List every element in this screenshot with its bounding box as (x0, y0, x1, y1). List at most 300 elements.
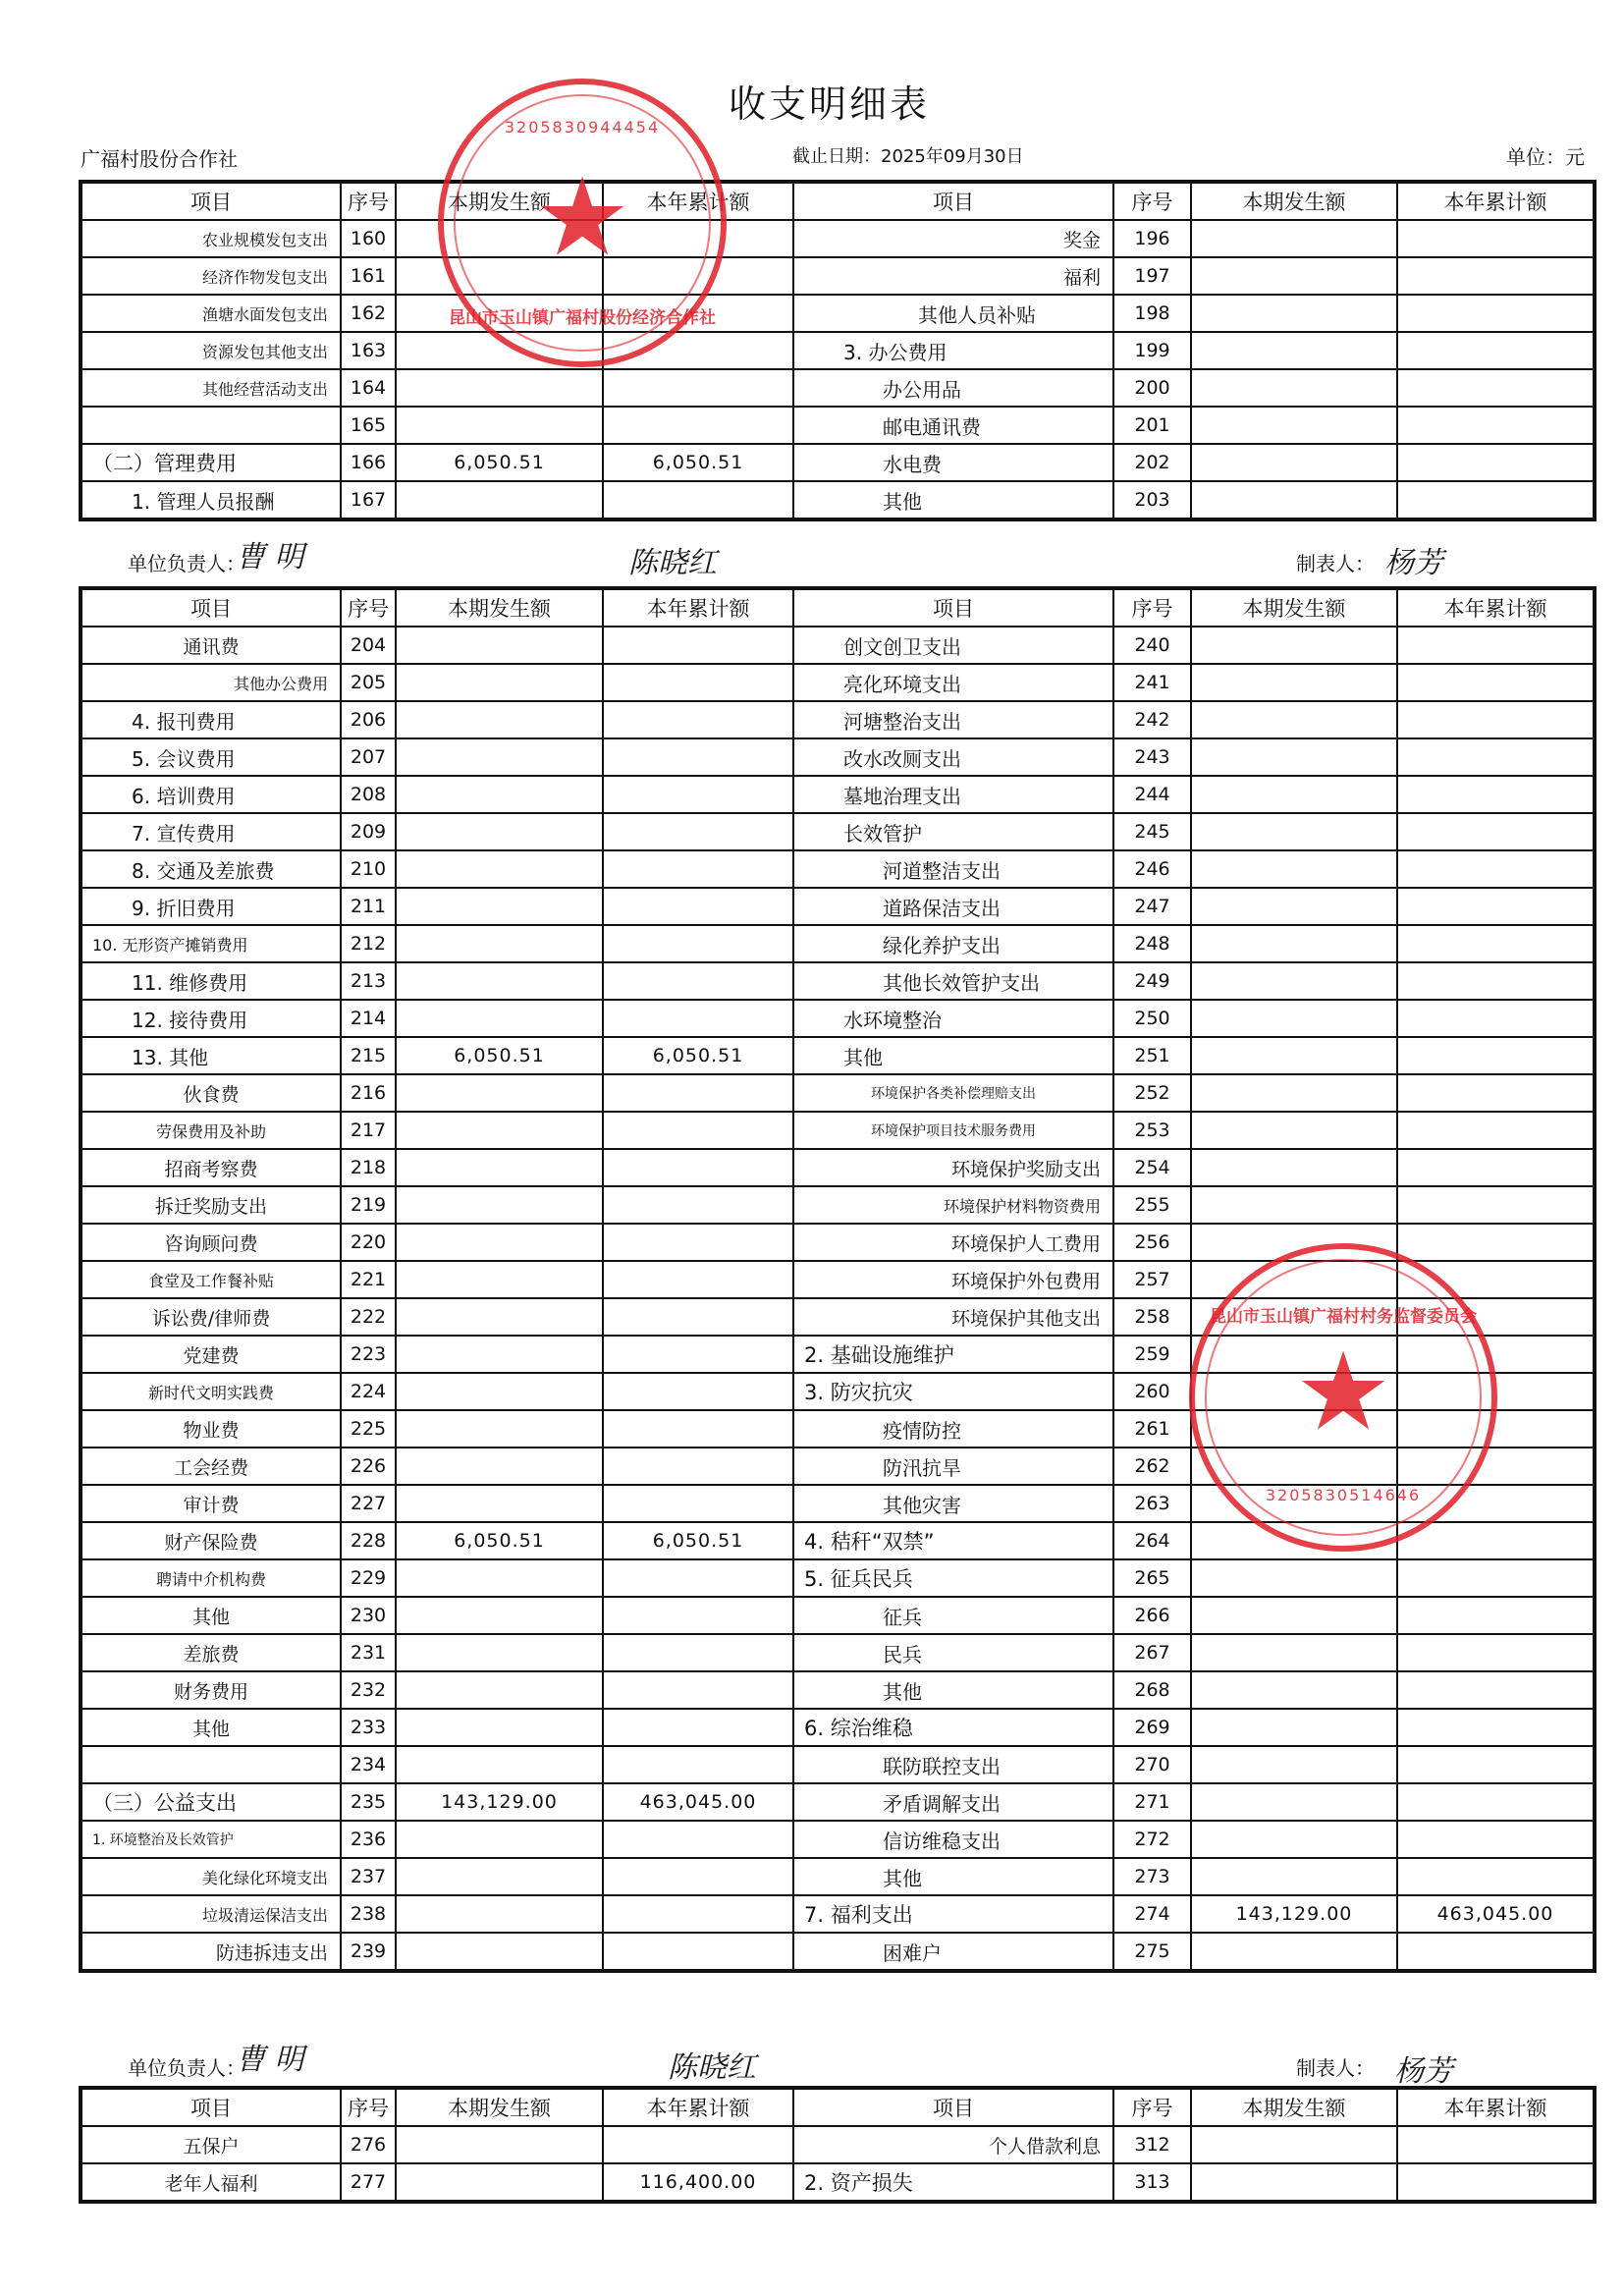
table-row (81, 1709, 1595, 1746)
row-seq-number: 270 (1113, 1746, 1191, 1783)
row-ytd-amount: 463,045.00 (603, 1783, 793, 1821)
table-row (81, 888, 1595, 925)
table-row (81, 1634, 1595, 1671)
row-period-amount (396, 1074, 603, 1112)
leader-label: 单位负责人： (128, 2056, 245, 2080)
row-seq-number: 224 (341, 1373, 396, 1410)
col-header-seq: 序号 (341, 588, 396, 627)
row-ytd-amount (1397, 1336, 1595, 1373)
row-item-label: 伙食费 (81, 1074, 341, 1112)
ledger-table-2 (79, 586, 1597, 1973)
row-ytd-amount (603, 332, 793, 369)
row-item-label (81, 1746, 341, 1783)
row-seq-number: 200 (1113, 369, 1191, 407)
row-period-amount (396, 813, 603, 850)
row-seq-number: 237 (341, 1858, 396, 1895)
row-period-amount (1191, 738, 1397, 776)
col-header-period: 本期发生额 (396, 2088, 603, 2126)
row-seq-number: 258 (1113, 1298, 1191, 1336)
row-ytd-amount (603, 701, 793, 738)
row-seq-number: 236 (341, 1821, 396, 1858)
col-header-ytd: 本年累计额 (603, 182, 793, 220)
row-seq-number: 197 (1113, 257, 1191, 295)
col-header-period: 本期发生额 (396, 182, 603, 220)
row-item-label: 诉讼费/律师费 (81, 1298, 341, 1336)
row-item-label: 其他人员补贴 (793, 295, 1113, 332)
row-period-amount (1191, 1149, 1397, 1186)
row-ytd-amount (1397, 1522, 1595, 1559)
as-of-date: 截止日期：2025年09月30日 (792, 146, 1024, 167)
row-ytd-amount (1397, 1447, 1595, 1485)
row-period-amount (396, 2126, 603, 2163)
row-item-label: 长效管护 (793, 813, 1113, 850)
row-ytd-amount (1397, 1671, 1595, 1709)
row-period-amount (1191, 1783, 1397, 1821)
row-seq-number: 167 (341, 481, 396, 519)
table-row (81, 257, 1595, 295)
row-seq-number: 269 (1113, 1709, 1191, 1746)
row-seq-number: 161 (341, 257, 396, 295)
row-ytd-amount (1397, 1261, 1595, 1298)
table-row (81, 1410, 1595, 1447)
row-item-label: 经济作物发包支出 (81, 257, 341, 295)
row-period-amount: 6,050.51 (396, 444, 603, 481)
col-header-item: 项目 (793, 2088, 1113, 2126)
col-header-ytd: 本年累计额 (603, 2088, 793, 2126)
table-row (81, 664, 1595, 701)
row-period-amount (396, 1447, 603, 1485)
leader-signature: 曹 明 (236, 2043, 304, 2077)
row-seq-number: 265 (1113, 1559, 1191, 1597)
row-seq-number: 212 (341, 925, 396, 962)
row-item-label: 12. 接待费用 (81, 1000, 341, 1037)
row-seq-number: 264 (1113, 1522, 1191, 1559)
row-ytd-amount (603, 1634, 793, 1671)
row-ytd-amount (603, 1821, 793, 1858)
row-item-label: 其他灾害 (793, 1485, 1113, 1522)
row-ytd-amount (1397, 813, 1595, 850)
row-seq-number: 312 (1113, 2126, 1191, 2163)
preparer-signature: 杨芳 (1384, 546, 1443, 580)
row-period-amount (396, 1821, 603, 1858)
row-ytd-amount (1397, 738, 1595, 776)
organization-name: 广福村股份合作社 (81, 147, 238, 171)
row-period-amount (1191, 407, 1397, 444)
row-ytd-amount (603, 1336, 793, 1373)
accountant-signature: 陈晓红 (668, 2050, 756, 2085)
row-seq-number: 271 (1113, 1783, 1191, 1821)
row-ytd-amount (1397, 1112, 1595, 1149)
row-ytd-amount (1397, 1933, 1595, 1971)
row-item-label: 环境保护项目技术服务费用 (793, 1112, 1113, 1149)
row-period-amount (1191, 1224, 1397, 1261)
row-seq-number: 257 (1113, 1261, 1191, 1298)
row-seq-number: 238 (341, 1895, 396, 1933)
row-item-label: 信访维稳支出 (793, 1821, 1113, 1858)
row-period-amount (396, 1559, 603, 1597)
table-row (81, 1186, 1595, 1224)
row-ytd-amount (603, 1224, 793, 1261)
row-seq-number: 202 (1113, 444, 1191, 481)
row-period-amount (1191, 1000, 1397, 1037)
row-item-label: 农业规模发包支出 (81, 220, 341, 257)
row-period-amount (396, 776, 603, 813)
table-row (81, 776, 1595, 813)
row-seq-number: 272 (1113, 1821, 1191, 1858)
row-ytd-amount (603, 664, 793, 701)
row-item-label (81, 407, 341, 444)
row-ytd-amount: 6,050.51 (603, 1037, 793, 1074)
row-seq-number: 201 (1113, 407, 1191, 444)
row-ytd-amount (1397, 2126, 1595, 2163)
row-seq-number: 233 (341, 1709, 396, 1746)
row-ytd-amount (603, 1074, 793, 1112)
row-period-amount (396, 664, 603, 701)
preparer-label: 制表人： (1296, 552, 1375, 575)
row-item-label: 5. 会议费用 (81, 738, 341, 776)
row-period-amount (1191, 701, 1397, 738)
row-seq-number: 244 (1113, 776, 1191, 813)
row-seq-number: 261 (1113, 1410, 1191, 1447)
row-period-amount (396, 481, 603, 519)
row-seq-number: 210 (341, 850, 396, 888)
row-ytd-amount (603, 1746, 793, 1783)
row-ytd-amount (1397, 481, 1595, 519)
row-seq-number: 242 (1113, 701, 1191, 738)
row-ytd-amount (1397, 257, 1595, 295)
row-seq-number: 263 (1113, 1485, 1191, 1522)
row-item-label: 其他长效管护支出 (793, 962, 1113, 1000)
row-ytd-amount (1397, 1373, 1595, 1410)
row-seq-number: 268 (1113, 1671, 1191, 1709)
row-period-amount (396, 1298, 603, 1336)
row-ytd-amount (603, 407, 793, 444)
row-ytd-amount (1397, 664, 1595, 701)
col-header-period: 本期发生额 (1191, 2088, 1397, 2126)
row-period-amount (396, 1224, 603, 1261)
col-header-item: 项目 (81, 182, 341, 220)
row-seq-number: 267 (1113, 1634, 1191, 1671)
row-item-label: 1. 环境整治及长效管护 (81, 1821, 341, 1858)
table-row (81, 295, 1595, 332)
table-row (81, 1112, 1595, 1149)
row-item-label: 7. 福利支出 (793, 1895, 1113, 1933)
row-item-label: 防汛抗旱 (793, 1447, 1113, 1485)
row-seq-number: 211 (341, 888, 396, 925)
col-header-period: 本期发生额 (1191, 588, 1397, 627)
table-row (81, 1261, 1595, 1298)
row-ytd-amount (1397, 776, 1595, 813)
table-row (81, 1783, 1595, 1821)
row-period-amount: 143,129.00 (396, 1783, 603, 1821)
row-seq-number: 163 (341, 332, 396, 369)
row-seq-number: 247 (1113, 888, 1191, 925)
row-item-label: 民兵 (793, 1634, 1113, 1671)
row-ytd-amount (603, 1858, 793, 1895)
row-ytd-amount (603, 2126, 793, 2163)
row-period-amount (1191, 627, 1397, 664)
row-item-label: 渔塘水面发包支出 (81, 295, 341, 332)
accountant-signature: 陈晓红 (628, 546, 717, 580)
row-ytd-amount (603, 1485, 793, 1522)
table-row (81, 850, 1595, 888)
row-item-label: 3. 办公费用 (793, 332, 1113, 369)
row-item-label: 资源发包其他支出 (81, 332, 341, 369)
row-seq-number: 252 (1113, 1074, 1191, 1112)
row-period-amount (1191, 1261, 1397, 1298)
row-ytd-amount (1397, 2163, 1595, 2202)
table-row (81, 1746, 1595, 1783)
row-ytd-amount: 463,045.00 (1397, 1895, 1595, 1933)
seal-code: 3205830944454 (504, 117, 661, 137)
preparer-signature: 杨芳 (1394, 2054, 1453, 2089)
row-period-amount (1191, 1671, 1397, 1709)
row-period-amount: 143,129.00 (1191, 1895, 1397, 1933)
row-ytd-amount (603, 1112, 793, 1149)
row-item-label: 11. 维修费用 (81, 962, 341, 1000)
header-row (81, 588, 1595, 627)
row-item-label: 13. 其他 (81, 1037, 341, 1074)
row-item-label: 垃圾清运保洁支出 (81, 1895, 341, 1933)
row-item-label: 工会经费 (81, 1447, 341, 1485)
row-period-amount (396, 1336, 603, 1373)
row-item-label: 咨询顾问费 (81, 1224, 341, 1261)
row-seq-number: 165 (341, 407, 396, 444)
table-row (81, 1485, 1595, 1522)
row-item-label: 2. 基础设施维护 (793, 1336, 1113, 1373)
row-seq-number: 275 (1113, 1933, 1191, 1971)
col-header-ytd: 本年累计额 (603, 588, 793, 627)
row-period-amount (396, 925, 603, 962)
row-period-amount (396, 1709, 603, 1746)
col-header-item: 项目 (81, 2088, 341, 2126)
row-item-label: 聘请中介机构费 (81, 1559, 341, 1597)
row-ytd-amount (1397, 962, 1595, 1000)
row-item-label: 其他 (793, 1671, 1113, 1709)
row-period-amount (396, 1746, 603, 1783)
row-seq-number: 196 (1113, 220, 1191, 257)
row-ytd-amount (603, 776, 793, 813)
row-period-amount (1191, 1298, 1397, 1336)
row-seq-number: 230 (341, 1597, 396, 1634)
row-seq-number: 240 (1113, 627, 1191, 664)
signature-row (79, 2043, 1593, 2090)
row-period-amount (1191, 1858, 1397, 1895)
row-item-label: 改水改厕支出 (793, 738, 1113, 776)
row-period-amount (396, 407, 603, 444)
row-period-amount (1191, 1186, 1397, 1224)
row-item-label: 5. 征兵民兵 (793, 1559, 1113, 1597)
row-item-label: 3. 防灾抗灾 (793, 1373, 1113, 1410)
row-item-label: 通讯费 (81, 627, 341, 664)
header-row (81, 2088, 1595, 2126)
col-header-ytd: 本年累计额 (1397, 588, 1595, 627)
row-ytd-amount (603, 481, 793, 519)
row-period-amount (396, 257, 603, 295)
row-ytd-amount (603, 257, 793, 295)
leader-label: 单位负责人： (128, 552, 245, 575)
ledger-table-3 (79, 2086, 1597, 2204)
row-item-label: 招商考察费 (81, 1149, 341, 1186)
row-ytd-amount (1397, 1074, 1595, 1112)
row-seq-number: 246 (1113, 850, 1191, 888)
row-ytd-amount (603, 1597, 793, 1634)
row-seq-number: 198 (1113, 295, 1191, 332)
row-ytd-amount (1397, 1821, 1595, 1858)
row-item-label: 6. 培训费用 (81, 776, 341, 813)
row-ytd-amount (603, 925, 793, 962)
row-item-label: 6. 综治维稳 (793, 1709, 1113, 1746)
row-ytd-amount (603, 813, 793, 850)
row-ytd-amount (1397, 1224, 1595, 1261)
row-period-amount (1191, 2126, 1397, 2163)
row-ytd-amount (603, 220, 793, 257)
row-ytd-amount (603, 1149, 793, 1186)
row-period-amount (1191, 1559, 1397, 1597)
preparer-label: 制表人： (1296, 2056, 1375, 2080)
row-seq-number: 162 (341, 295, 396, 332)
row-period-amount (1191, 2163, 1397, 2202)
row-ytd-amount (1397, 701, 1595, 738)
row-period-amount (396, 1410, 603, 1447)
row-item-label: 道路保洁支出 (793, 888, 1113, 925)
row-seq-number: 206 (341, 701, 396, 738)
seal-name: 昆山市玉山镇广福村股份经济合作社 (449, 308, 716, 329)
row-seq-number: 276 (341, 2126, 396, 2163)
row-period-amount (396, 850, 603, 888)
row-ytd-amount (1397, 295, 1595, 332)
row-ytd-amount (1397, 627, 1595, 664)
row-period-amount (1191, 1037, 1397, 1074)
table-row (81, 369, 1595, 407)
row-ytd-amount (1397, 1298, 1595, 1336)
row-item-label: 联防联控支出 (793, 1746, 1113, 1783)
row-seq-number: 209 (341, 813, 396, 850)
row-seq-number: 213 (341, 962, 396, 1000)
table-row (81, 1559, 1595, 1597)
row-item-label: 疫情防控 (793, 1410, 1113, 1447)
row-ytd-amount (603, 1933, 793, 1971)
table-row (81, 481, 1595, 519)
table-row (81, 2163, 1595, 2202)
col-header-seq: 序号 (1113, 588, 1191, 627)
table-row (81, 1858, 1595, 1895)
row-item-label: 财务费用 (81, 1671, 341, 1709)
row-period-amount: 6,050.51 (396, 1522, 603, 1559)
table-row (81, 1298, 1595, 1336)
row-item-label: 水环境整治 (793, 1000, 1113, 1037)
row-seq-number: 220 (341, 1224, 396, 1261)
row-seq-number: 251 (1113, 1037, 1191, 1074)
table-row (81, 1671, 1595, 1709)
row-ytd-amount (603, 1298, 793, 1336)
table-row (81, 701, 1595, 738)
col-header-item: 项目 (81, 588, 341, 627)
row-item-label: 其他经营活动支出 (81, 369, 341, 407)
row-seq-number: 227 (341, 1485, 396, 1522)
row-ytd-amount (603, 369, 793, 407)
row-period-amount (396, 1485, 603, 1522)
row-seq-number: 241 (1113, 664, 1191, 701)
row-period-amount (1191, 1074, 1397, 1112)
row-ytd-amount (1397, 332, 1595, 369)
row-item-label: 河道整洁支出 (793, 850, 1113, 888)
row-item-label: 4. 秸秆“双禁” (793, 1522, 1113, 1559)
table-row (81, 1224, 1595, 1261)
table-row (81, 1821, 1595, 1858)
row-ytd-amount (603, 1186, 793, 1224)
header-row (81, 182, 1595, 220)
row-item-label: 拆迁奖励支出 (81, 1186, 341, 1224)
row-seq-number: 250 (1113, 1000, 1191, 1037)
row-ytd-amount: 6,050.51 (603, 444, 793, 481)
row-ytd-amount (1397, 1597, 1595, 1634)
row-item-label: 环境保护奖励支出 (793, 1149, 1113, 1186)
row-seq-number: 255 (1113, 1186, 1191, 1224)
currency-unit: 单位：元 (1506, 145, 1585, 169)
row-item-label: 办公用品 (793, 369, 1113, 407)
row-ytd-amount (1397, 925, 1595, 962)
row-item-label: 食堂及工作餐补贴 (81, 1261, 341, 1298)
row-period-amount (396, 1634, 603, 1671)
row-ytd-amount (603, 962, 793, 1000)
seal-code: 3205830514646 (1265, 1485, 1422, 1504)
row-period-amount (1191, 295, 1397, 332)
row-seq-number: 232 (341, 1671, 396, 1709)
row-item-label: 老年人福利 (81, 2163, 341, 2202)
row-ytd-amount (1397, 1634, 1595, 1671)
row-ytd-amount (603, 1671, 793, 1709)
table-row (81, 1000, 1595, 1037)
table-row (81, 1149, 1595, 1186)
row-ytd-amount (603, 1261, 793, 1298)
col-header-period: 本期发生额 (1191, 182, 1397, 220)
row-item-label: 劳保费用及补助 (81, 1112, 341, 1149)
row-period-amount (1191, 1410, 1397, 1447)
row-item-label: 墓地治理支出 (793, 776, 1113, 813)
row-ytd-amount (603, 627, 793, 664)
row-seq-number: 226 (341, 1447, 396, 1485)
row-seq-number: 164 (341, 369, 396, 407)
row-item-label: 其他办公费用 (81, 664, 341, 701)
row-item-label: 1. 管理人员报酬 (81, 481, 341, 519)
row-item-label: 7. 宣传费用 (81, 813, 341, 850)
table-row (81, 1037, 1595, 1074)
row-seq-number: 243 (1113, 738, 1191, 776)
row-ytd-amount (603, 1895, 793, 1933)
col-header-item: 项目 (793, 182, 1113, 220)
row-period-amount (396, 1597, 603, 1634)
row-ytd-amount (603, 1559, 793, 1597)
row-period-amount (1191, 332, 1397, 369)
row-period-amount (1191, 1709, 1397, 1746)
table-row (81, 1373, 1595, 1410)
row-ytd-amount (603, 1410, 793, 1447)
row-period-amount (1191, 776, 1397, 813)
row-seq-number: 228 (341, 1522, 396, 1559)
table-row (81, 1933, 1595, 1971)
row-seq-number: 214 (341, 1000, 396, 1037)
table-row (81, 407, 1595, 444)
table-row (81, 332, 1595, 369)
row-ytd-amount (1397, 1037, 1595, 1074)
col-header-ytd: 本年累计额 (1397, 182, 1595, 220)
row-item-label: 9. 折旧费用 (81, 888, 341, 925)
row-period-amount (396, 1186, 603, 1224)
col-header-seq: 序号 (341, 182, 396, 220)
row-ytd-amount (1397, 1485, 1595, 1522)
row-item-label: 环境保护人工费用 (793, 1224, 1113, 1261)
